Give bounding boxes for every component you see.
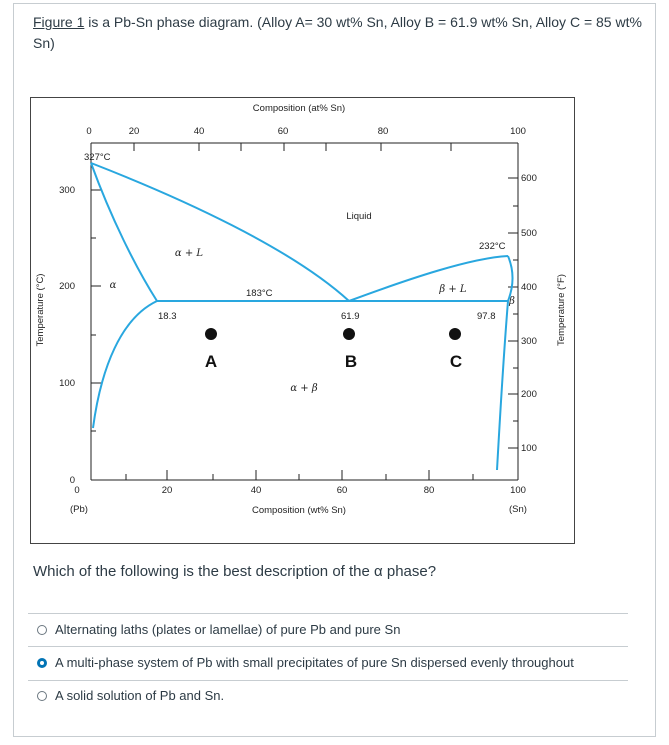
left-axis-title: Temperature (°C) <box>35 273 46 347</box>
option-2-label: A multi-phase system of Pb with small precipitates of pure Sn dispersed evenly throughout <box>55 655 574 670</box>
bottom-ticks <box>91 470 473 480</box>
option-2[interactable] <box>37 655 574 670</box>
region-alpha: α <box>109 280 117 291</box>
option-3-radio[interactable] <box>37 691 47 701</box>
option-3[interactable] <box>37 688 224 703</box>
top-tick-100: 100 <box>510 126 526 137</box>
top-tick-0: 0 <box>86 126 92 137</box>
option-separator <box>28 646 628 647</box>
solidus-left <box>91 163 157 301</box>
liquidus-left <box>91 163 349 301</box>
alloy-c-dot <box>449 328 461 340</box>
region-beta-l: β + L <box>439 284 467 295</box>
top-tick-labels <box>86 126 526 137</box>
label-232: 232°C <box>479 241 506 252</box>
bottom-tick-20: 20 <box>161 485 173 496</box>
solvus-left <box>93 301 157 428</box>
label-97-8: 97.8 <box>477 311 496 322</box>
bottom-tick-80: 80 <box>423 485 435 496</box>
right-tick-300: 300 <box>521 336 537 347</box>
label-pb: (Pb) <box>70 504 88 515</box>
question-text: Which of the following is the best description of the α phase? <box>33 563 437 580</box>
label-sn: (Sn) <box>509 504 527 515</box>
top-tick-60: 60 <box>277 126 289 137</box>
option-1[interactable] <box>37 622 400 637</box>
option-separator <box>28 680 628 681</box>
left-tick-labels <box>59 185 75 486</box>
right-axis-title: Temperature (°F) <box>556 274 567 346</box>
right-tick-600: 600 <box>521 173 537 184</box>
alloy-b-dot <box>343 328 355 340</box>
question-stem <box>33 12 643 54</box>
alloy-c-label: C <box>449 352 463 371</box>
bottom-tick-60: 60 <box>336 485 348 496</box>
right-tick-100: 100 <box>521 443 537 454</box>
bottom-axis-title: Composition (wt% Sn) <box>252 505 346 516</box>
phase-boundaries <box>91 163 513 470</box>
left-tick-100: 100 <box>59 378 75 389</box>
option-2-radio[interactable] <box>37 658 47 668</box>
solidus-right <box>508 256 513 301</box>
region-liquid: Liquid <box>346 211 372 222</box>
option-1-label: Alternating laths (plates or lamellae) of pure Pb and pure Sn <box>55 622 401 637</box>
alloy-a-dot <box>205 328 217 340</box>
option-1-radio[interactable] <box>37 625 47 635</box>
label-61-9: 61.9 <box>341 311 360 322</box>
left-ticks <box>91 190 101 480</box>
solvus-right <box>497 301 508 470</box>
liquidus-right <box>349 256 508 301</box>
alloy-b-label: B <box>344 352 358 371</box>
left-tick-0: 0 <box>69 475 75 486</box>
bottom-tick-100: 100 <box>510 485 526 496</box>
right-tick-200: 200 <box>521 389 537 400</box>
label-327: 327°C <box>84 152 111 163</box>
phase-diagram <box>31 98 576 545</box>
left-tick-200: 200 <box>59 281 75 292</box>
right-tick-labels <box>521 173 537 454</box>
bottom-tick-40: 40 <box>250 485 262 496</box>
left-tick-300: 300 <box>59 185 75 196</box>
option-3-label: A solid solution of Pb and Sn. <box>55 688 225 703</box>
region-beta: β <box>509 296 515 307</box>
region-alpha-beta: α + β <box>290 383 318 394</box>
bottom-tick-0: 0 <box>74 485 80 496</box>
region-alpha-l: α + L <box>174 248 204 259</box>
top-ticks <box>91 143 518 151</box>
top-tick-40: 40 <box>193 126 205 137</box>
top-tick-80: 80 <box>377 126 389 137</box>
alloy-a-label: A <box>204 352 218 371</box>
option-separator <box>28 613 628 614</box>
label-183: 183°C <box>246 288 273 299</box>
stem-text: is a Pb-Sn phase diagram. (Alloy A= 30 wt% Sn, Alloy B = 61.9 wt% Sn, Alloy C = 85 wt% Sn) <box>33 14 642 51</box>
top-tick-20: 20 <box>128 126 140 137</box>
right-ticks <box>508 178 518 448</box>
phase-diagram-figure <box>30 97 575 544</box>
top-axis-title: Composition (at% Sn) <box>252 103 346 114</box>
right-tick-500: 500 <box>521 228 537 239</box>
figure-link[interactable]: Figure 1 <box>33 14 85 30</box>
label-18-3: 18.3 <box>158 311 177 322</box>
right-tick-400: 400 <box>521 282 537 293</box>
